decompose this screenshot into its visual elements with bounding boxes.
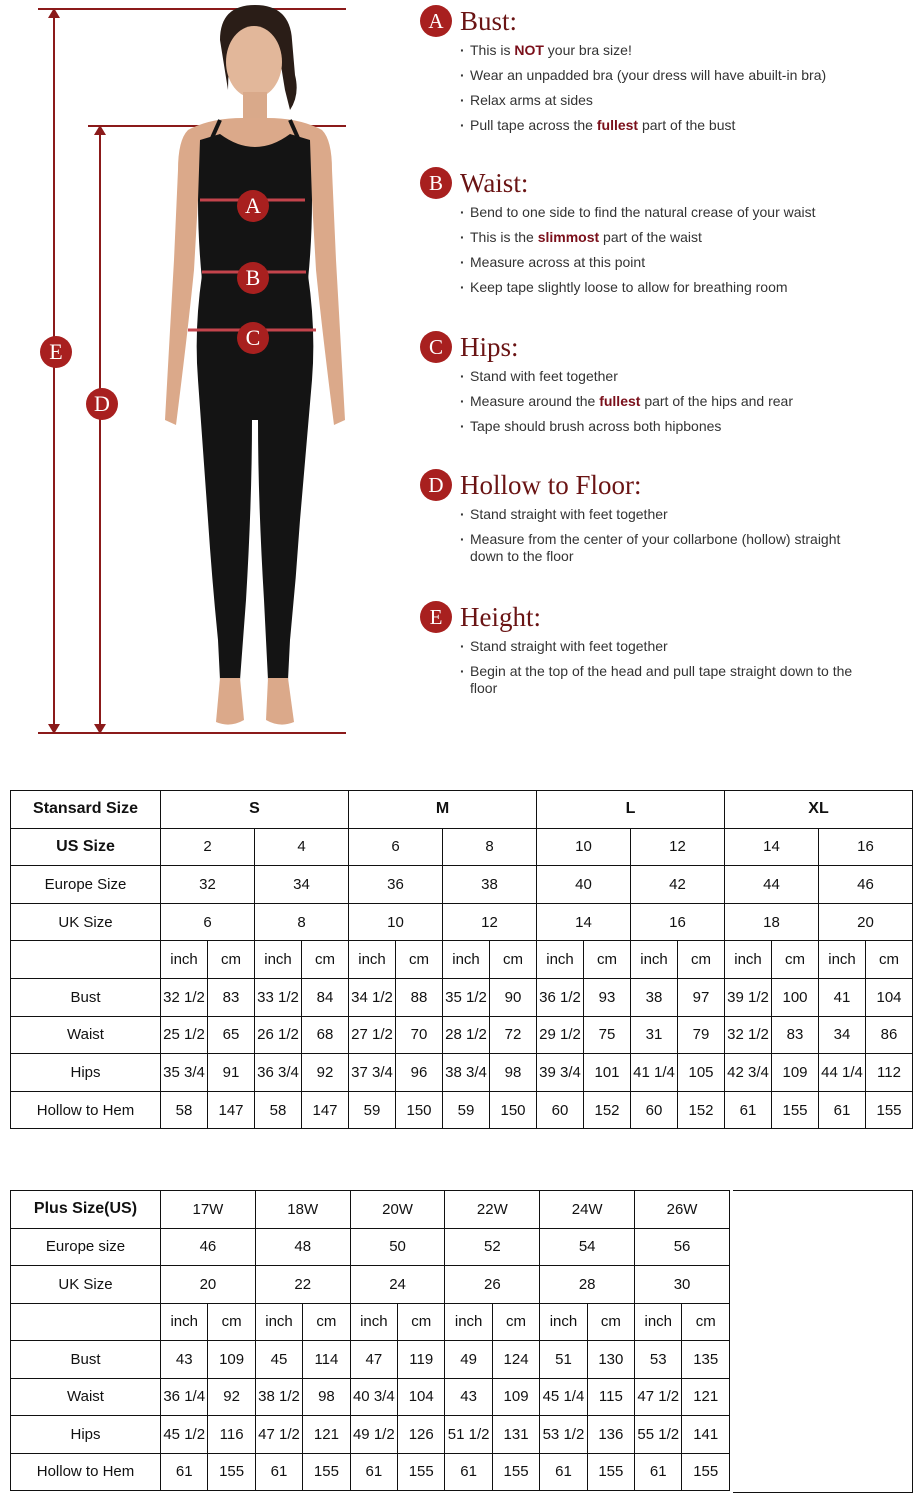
uk-size-cell: 8: [255, 903, 349, 941]
us-size-cell: 12: [631, 828, 725, 866]
unit-inch-cell: inch: [540, 1303, 587, 1341]
row-label: Hollow to Hem: [11, 1453, 161, 1491]
guide-bullet: [460, 67, 900, 84]
guide-bullet: [460, 368, 900, 385]
measure-cell: 40 3/4: [350, 1378, 397, 1416]
measure-cell: 35 3/4: [161, 1054, 208, 1092]
measure-cell: 61: [350, 1453, 397, 1491]
hollow-bullets: [420, 506, 850, 565]
measure-cell: 51: [540, 1341, 587, 1379]
bullet-text: part of the waist: [599, 229, 702, 245]
us-size-cell: 10: [537, 828, 631, 866]
measure-cell: 43: [445, 1378, 492, 1416]
row-label: Hips: [11, 1054, 161, 1092]
measure-cell: 141: [682, 1416, 730, 1454]
unit-inch-cell: inch: [350, 1303, 397, 1341]
label-d-badge: D: [86, 388, 118, 420]
measure-cell: 53 1/2: [540, 1416, 587, 1454]
measure-row: [11, 1416, 730, 1454]
standard-size-header: Stansard Size: [11, 791, 161, 829]
measure-cell: 155: [772, 1091, 819, 1129]
measure-cell: 31: [631, 1016, 678, 1054]
guide-bullet: [460, 204, 900, 221]
us-size-cell: 4: [255, 828, 349, 866]
measure-cell: 61: [161, 1453, 208, 1491]
measure-row: [11, 978, 913, 1016]
uk-size-cell: 14: [537, 903, 631, 941]
hollow-arrow-top: [94, 125, 106, 135]
measure-cell: 49: [445, 1341, 492, 1379]
europe-size-cell: 52: [445, 1228, 540, 1266]
guide-bullet: [460, 418, 900, 435]
measure-cell: 43: [161, 1341, 208, 1379]
us-size-row: [11, 828, 913, 866]
uk-size-cell: 20: [161, 1266, 256, 1304]
height-bullets: [420, 638, 860, 697]
row-label: Waist: [11, 1378, 161, 1416]
measure-cell: 155: [587, 1453, 634, 1491]
row-label: Europe size: [11, 1228, 161, 1266]
hollow-guide: [420, 466, 900, 573]
size-group-header: L: [537, 791, 725, 829]
model-silhouette: [140, 0, 380, 740]
europe-size-cell: 38: [443, 866, 537, 904]
measure-cell: 155: [682, 1453, 730, 1491]
unit-row: [11, 941, 913, 979]
measure-cell: 39 3/4: [537, 1054, 584, 1092]
measure-cell: 47: [350, 1341, 397, 1379]
height-arrow-top: [48, 8, 60, 18]
unit-inch-cell: inch: [631, 941, 678, 979]
unit-cm-cell: cm: [208, 1303, 255, 1341]
europe-size-cell: 48: [255, 1228, 350, 1266]
measure-cell: 47 1/2: [255, 1416, 302, 1454]
measure-cell: 36 1/2: [537, 978, 584, 1016]
measure-cell: 130: [587, 1341, 634, 1379]
measure-cell: 126: [398, 1416, 445, 1454]
measure-cell: 26 1/2: [255, 1016, 302, 1054]
unit-inch-cell: inch: [537, 941, 584, 979]
waist-bullets: [420, 204, 900, 296]
unit-row: [11, 1303, 730, 1341]
size-group-header: XL: [725, 791, 913, 829]
plus-us-size-cell: 24W: [540, 1191, 635, 1229]
measure-cell: 45: [255, 1341, 302, 1379]
row-label: Hips: [11, 1416, 161, 1454]
unit-row-label: [11, 941, 161, 979]
measure-cell: 155: [303, 1453, 350, 1491]
height-arrow-line: [53, 12, 55, 730]
bullet-text: Measure from the center of your collarbone (hollow) straight down to the floor: [470, 531, 841, 564]
measure-cell: 58: [255, 1091, 302, 1129]
uk-size-cell: 16: [631, 903, 725, 941]
bullet-text: Bend to one side to find the natural crease of your waist: [470, 204, 816, 220]
measure-cell: 32 1/2: [725, 1016, 772, 1054]
measure-cell: 119: [398, 1341, 445, 1379]
unit-cm-cell: cm: [490, 941, 537, 979]
bullet-text: Measure across at this point: [470, 254, 646, 270]
measure-cell: 61: [540, 1453, 587, 1491]
unit-cm-cell: cm: [398, 1303, 445, 1341]
unit-row-label: [11, 1303, 161, 1341]
bullet-highlight: fullest: [596, 117, 639, 133]
europe-size-row: [11, 866, 913, 904]
measure-cell: 28 1/2: [443, 1016, 490, 1054]
label-b-badge: B: [237, 262, 269, 294]
measure-cell: 70: [396, 1016, 443, 1054]
measure-cell: 79: [678, 1016, 725, 1054]
measure-cell: 155: [492, 1453, 539, 1491]
guide-bullet: [460, 506, 850, 523]
us-size-cell: 8: [443, 828, 537, 866]
measure-cell: 55 1/2: [635, 1416, 682, 1454]
bust-bullets: [420, 42, 900, 134]
hollow-badge: D: [420, 469, 452, 501]
measure-cell: 93: [584, 978, 631, 1016]
measure-cell: 72: [490, 1016, 537, 1054]
europe-size-cell: 46: [161, 1228, 256, 1266]
measure-cell: 65: [208, 1016, 255, 1054]
measure-cell: 84: [302, 978, 349, 1016]
measure-cell: 136: [587, 1416, 634, 1454]
measure-row: [11, 1054, 913, 1092]
measure-cell: 150: [490, 1091, 537, 1129]
measure-cell: 100: [772, 978, 819, 1016]
measure-cell: 96: [396, 1054, 443, 1092]
uk-size-row: [11, 903, 913, 941]
row-label: Bust: [11, 978, 161, 1016]
measure-cell: 115: [587, 1378, 634, 1416]
measure-cell: 36 1/4: [161, 1378, 208, 1416]
height-title: Height:: [460, 601, 541, 632]
measure-cell: 105: [678, 1054, 725, 1092]
bullet-text: This is the: [470, 229, 538, 245]
hollow-arrow-line: [99, 128, 101, 730]
bullet-text: Tape should brush across both hipbones: [470, 418, 722, 434]
waist-guide: [420, 164, 900, 304]
measure-cell: 91: [208, 1054, 255, 1092]
unit-inch-cell: inch: [349, 941, 396, 979]
guide-bullet: [460, 663, 860, 697]
unit-cm-cell: cm: [302, 941, 349, 979]
unit-cm-cell: cm: [208, 941, 255, 979]
hips-bullets: [420, 368, 900, 435]
measure-cell: 61: [725, 1091, 772, 1129]
bullet-text: Wear an unpadded bra (your dress will have abuilt-in bra): [470, 67, 827, 83]
guide-bullet: [460, 117, 900, 134]
plus-table-empty-cell: [733, 1190, 913, 1493]
measure-cell: 37 3/4: [349, 1054, 396, 1092]
row-label: Europe Size: [11, 866, 161, 904]
measure-cell: 152: [584, 1091, 631, 1129]
us-size-cell: 14: [725, 828, 819, 866]
unit-cm-cell: cm: [492, 1303, 539, 1341]
size-group-header: S: [161, 791, 349, 829]
measure-cell: 147: [208, 1091, 255, 1129]
measure-cell: 38 3/4: [443, 1054, 490, 1092]
measure-cell: 109: [772, 1054, 819, 1092]
measure-cell: 155: [208, 1453, 255, 1491]
waist-badge: B: [420, 167, 452, 199]
uk-size-cell: 12: [443, 903, 537, 941]
measure-cell: 59: [349, 1091, 396, 1129]
uk-size-cell: 18: [725, 903, 819, 941]
plus-us-size-cell: 18W: [255, 1191, 350, 1229]
measure-cell: 59: [443, 1091, 490, 1129]
measure-cell: 38: [631, 978, 678, 1016]
europe-size-cell: 32: [161, 866, 255, 904]
measure-cell: 49 1/2: [350, 1416, 397, 1454]
guide-bullet: [460, 279, 900, 296]
measure-cell: 147: [302, 1091, 349, 1129]
bullet-text: Measure around the: [470, 393, 600, 409]
label-a-badge: A: [237, 190, 269, 222]
label-e-badge: E: [40, 336, 72, 368]
measure-cell: 152: [678, 1091, 725, 1129]
unit-cm-cell: cm: [587, 1303, 634, 1341]
guide-bullet: [460, 393, 900, 410]
bullet-text: Keep tape slightly loose to allow for breathing room: [470, 279, 788, 295]
plus-us-size-cell: 22W: [445, 1191, 540, 1229]
row-label: Waist: [11, 1016, 161, 1054]
measure-cell: 61: [819, 1091, 866, 1129]
measure-cell: 29 1/2: [537, 1016, 584, 1054]
unit-inch-cell: inch: [443, 941, 490, 979]
europe-size-cell: 40: [537, 866, 631, 904]
measure-cell: 86: [866, 1016, 913, 1054]
row-label: Hollow to Hem: [11, 1091, 161, 1129]
bust-badge: A: [420, 5, 452, 37]
uk-size-row: [11, 1266, 730, 1304]
measure-cell: 155: [398, 1453, 445, 1491]
uk-size-cell: 22: [255, 1266, 350, 1304]
hips-badge: C: [420, 331, 452, 363]
measure-cell: 131: [492, 1416, 539, 1454]
bullet-text: Stand straight with feet together: [470, 638, 668, 654]
measure-cell: 60: [631, 1091, 678, 1129]
measure-cell: 32 1/2: [161, 978, 208, 1016]
plus-us-size-cell: 20W: [350, 1191, 445, 1229]
measure-cell: 61: [255, 1453, 302, 1491]
measure-cell: 44 1/4: [819, 1054, 866, 1092]
uk-size-cell: 26: [445, 1266, 540, 1304]
measure-cell: 121: [303, 1416, 350, 1454]
measure-cell: 25 1/2: [161, 1016, 208, 1054]
measure-row: [11, 1341, 730, 1379]
bust-guide: [420, 2, 900, 142]
row-label: UK Size: [11, 903, 161, 941]
europe-size-cell: 36: [349, 866, 443, 904]
uk-size-cell: 24: [350, 1266, 445, 1304]
measure-cell: 155: [866, 1091, 913, 1129]
unit-cm-cell: cm: [303, 1303, 350, 1341]
europe-size-row: [11, 1228, 730, 1266]
measure-cell: 53: [635, 1341, 682, 1379]
unit-cm-cell: cm: [772, 941, 819, 979]
measure-cell: 41 1/4: [631, 1054, 678, 1092]
row-label: US Size: [11, 828, 161, 866]
measure-cell: 45 1/2: [161, 1416, 208, 1454]
measure-cell: 42 3/4: [725, 1054, 772, 1092]
bullet-text: Stand with feet together: [470, 368, 618, 384]
hips-title: Hips:: [460, 331, 519, 362]
uk-size-cell: 30: [635, 1266, 730, 1304]
measure-cell: 83: [772, 1016, 819, 1054]
unit-cm-cell: cm: [678, 941, 725, 979]
measure-cell: 109: [208, 1341, 255, 1379]
measure-cell: 88: [396, 978, 443, 1016]
europe-size-cell: 54: [540, 1228, 635, 1266]
measure-cell: 90: [490, 978, 537, 1016]
height-guide: [420, 598, 900, 705]
standard-size-table: [10, 790, 913, 1129]
measure-cell: 61: [445, 1453, 492, 1491]
unit-cm-cell: cm: [682, 1303, 730, 1341]
bullet-highlight: fullest: [599, 393, 641, 409]
guide-bullet: [460, 531, 850, 565]
us-size-cell: 6: [349, 828, 443, 866]
hollow-title: Hollow to Floor:: [460, 469, 642, 500]
waist-title: Waist:: [460, 167, 529, 198]
unit-inch-cell: inch: [255, 1303, 302, 1341]
measure-cell: 98: [490, 1054, 537, 1092]
uk-size-cell: 28: [540, 1266, 635, 1304]
unit-cm-cell: cm: [584, 941, 631, 979]
measure-cell: 34 1/2: [349, 978, 396, 1016]
measure-cell: 116: [208, 1416, 255, 1454]
europe-size-cell: 44: [725, 866, 819, 904]
bullet-text: Begin at the top of the head and pull tape straight down to the floor: [470, 663, 853, 696]
unit-inch-cell: inch: [445, 1303, 492, 1341]
measure-cell: 68: [302, 1016, 349, 1054]
measure-cell: 112: [866, 1054, 913, 1092]
plus-size-header: Plus Size(US): [11, 1191, 161, 1229]
measure-cell: 104: [866, 978, 913, 1016]
height-badge: E: [420, 601, 452, 633]
measure-cell: 101: [584, 1054, 631, 1092]
plus-size-table: [10, 1190, 730, 1491]
measure-cell: 35 1/2: [443, 978, 490, 1016]
measure-cell: 83: [208, 978, 255, 1016]
row-label: UK Size: [11, 1266, 161, 1304]
measure-cell: 45 1/4: [540, 1378, 587, 1416]
unit-cm-cell: cm: [396, 941, 443, 979]
bullet-text: Stand straight with feet together: [470, 506, 668, 522]
measure-cell: 58: [161, 1091, 208, 1129]
guide-bullet: [460, 42, 900, 59]
bullet-highlight: NOT: [514, 42, 544, 58]
measure-cell: 121: [682, 1378, 730, 1416]
measure-cell: 51 1/2: [445, 1416, 492, 1454]
unit-inch-cell: inch: [161, 1303, 208, 1341]
bullet-text: your bra size!: [543, 42, 632, 58]
bullet-text: This is: [470, 42, 515, 58]
measure-cell: 150: [396, 1091, 443, 1129]
row-label: Bust: [11, 1341, 161, 1379]
measure-cell: 41: [819, 978, 866, 1016]
measure-cell: 92: [208, 1378, 255, 1416]
measure-cell: 75: [584, 1016, 631, 1054]
measure-cell: 114: [303, 1341, 350, 1379]
measure-cell: 34: [819, 1016, 866, 1054]
unit-inch-cell: inch: [161, 941, 208, 979]
unit-cm-cell: cm: [866, 941, 913, 979]
europe-size-cell: 34: [255, 866, 349, 904]
bullet-text: Relax arms at sides: [470, 92, 593, 108]
unit-inch-cell: inch: [819, 941, 866, 979]
measure-cell: 61: [635, 1453, 682, 1491]
measure-cell: 109: [492, 1378, 539, 1416]
measure-cell: 60: [537, 1091, 584, 1129]
europe-size-cell: 50: [350, 1228, 445, 1266]
unit-inch-cell: inch: [635, 1303, 682, 1341]
hips-guide: [420, 328, 900, 443]
plus-us-size-cell: 26W: [635, 1191, 730, 1229]
measure-cell: 92: [302, 1054, 349, 1092]
bust-title: Bust:: [460, 5, 518, 36]
measure-row: [11, 1016, 913, 1054]
measure-cell: 124: [492, 1341, 539, 1379]
guide-bullet: [460, 254, 900, 271]
label-c-badge: C: [237, 322, 269, 354]
measure-cell: 98: [303, 1378, 350, 1416]
measure-cell: 135: [682, 1341, 730, 1379]
measure-cell: 33 1/2: [255, 978, 302, 1016]
plus-us-size-cell: 17W: [161, 1191, 256, 1229]
measure-cell: 36 3/4: [255, 1054, 302, 1092]
uk-size-cell: 6: [161, 903, 255, 941]
size-group-header: M: [349, 791, 537, 829]
measure-cell: 47 1/2: [635, 1378, 682, 1416]
bullet-text: part of the hips and rear: [640, 393, 793, 409]
europe-size-cell: 42: [631, 866, 725, 904]
measure-cell: 38 1/2: [255, 1378, 302, 1416]
us-size-cell: 2: [161, 828, 255, 866]
uk-size-cell: 10: [349, 903, 443, 941]
header-row: [11, 1191, 730, 1229]
measure-cell: 104: [398, 1378, 445, 1416]
bullet-text: part of the bust: [638, 117, 736, 133]
measure-row: [11, 1453, 730, 1491]
uk-size-cell: 20: [819, 903, 913, 941]
unit-inch-cell: inch: [255, 941, 302, 979]
measure-cell: 27 1/2: [349, 1016, 396, 1054]
europe-size-cell: 46: [819, 866, 913, 904]
bullet-text: Pull tape across the: [470, 117, 597, 133]
europe-size-cell: 56: [635, 1228, 730, 1266]
measure-cell: 97: [678, 978, 725, 1016]
bullet-highlight: slimmost: [537, 229, 600, 245]
measure-cell: 39 1/2: [725, 978, 772, 1016]
unit-inch-cell: inch: [725, 941, 772, 979]
guide-bullet: [460, 92, 900, 109]
guide-bullet: [460, 638, 860, 655]
us-size-cell: 16: [819, 828, 913, 866]
header-row: [11, 791, 913, 829]
measure-row: [11, 1091, 913, 1129]
measure-row: [11, 1378, 730, 1416]
guide-bullet: [460, 229, 900, 246]
